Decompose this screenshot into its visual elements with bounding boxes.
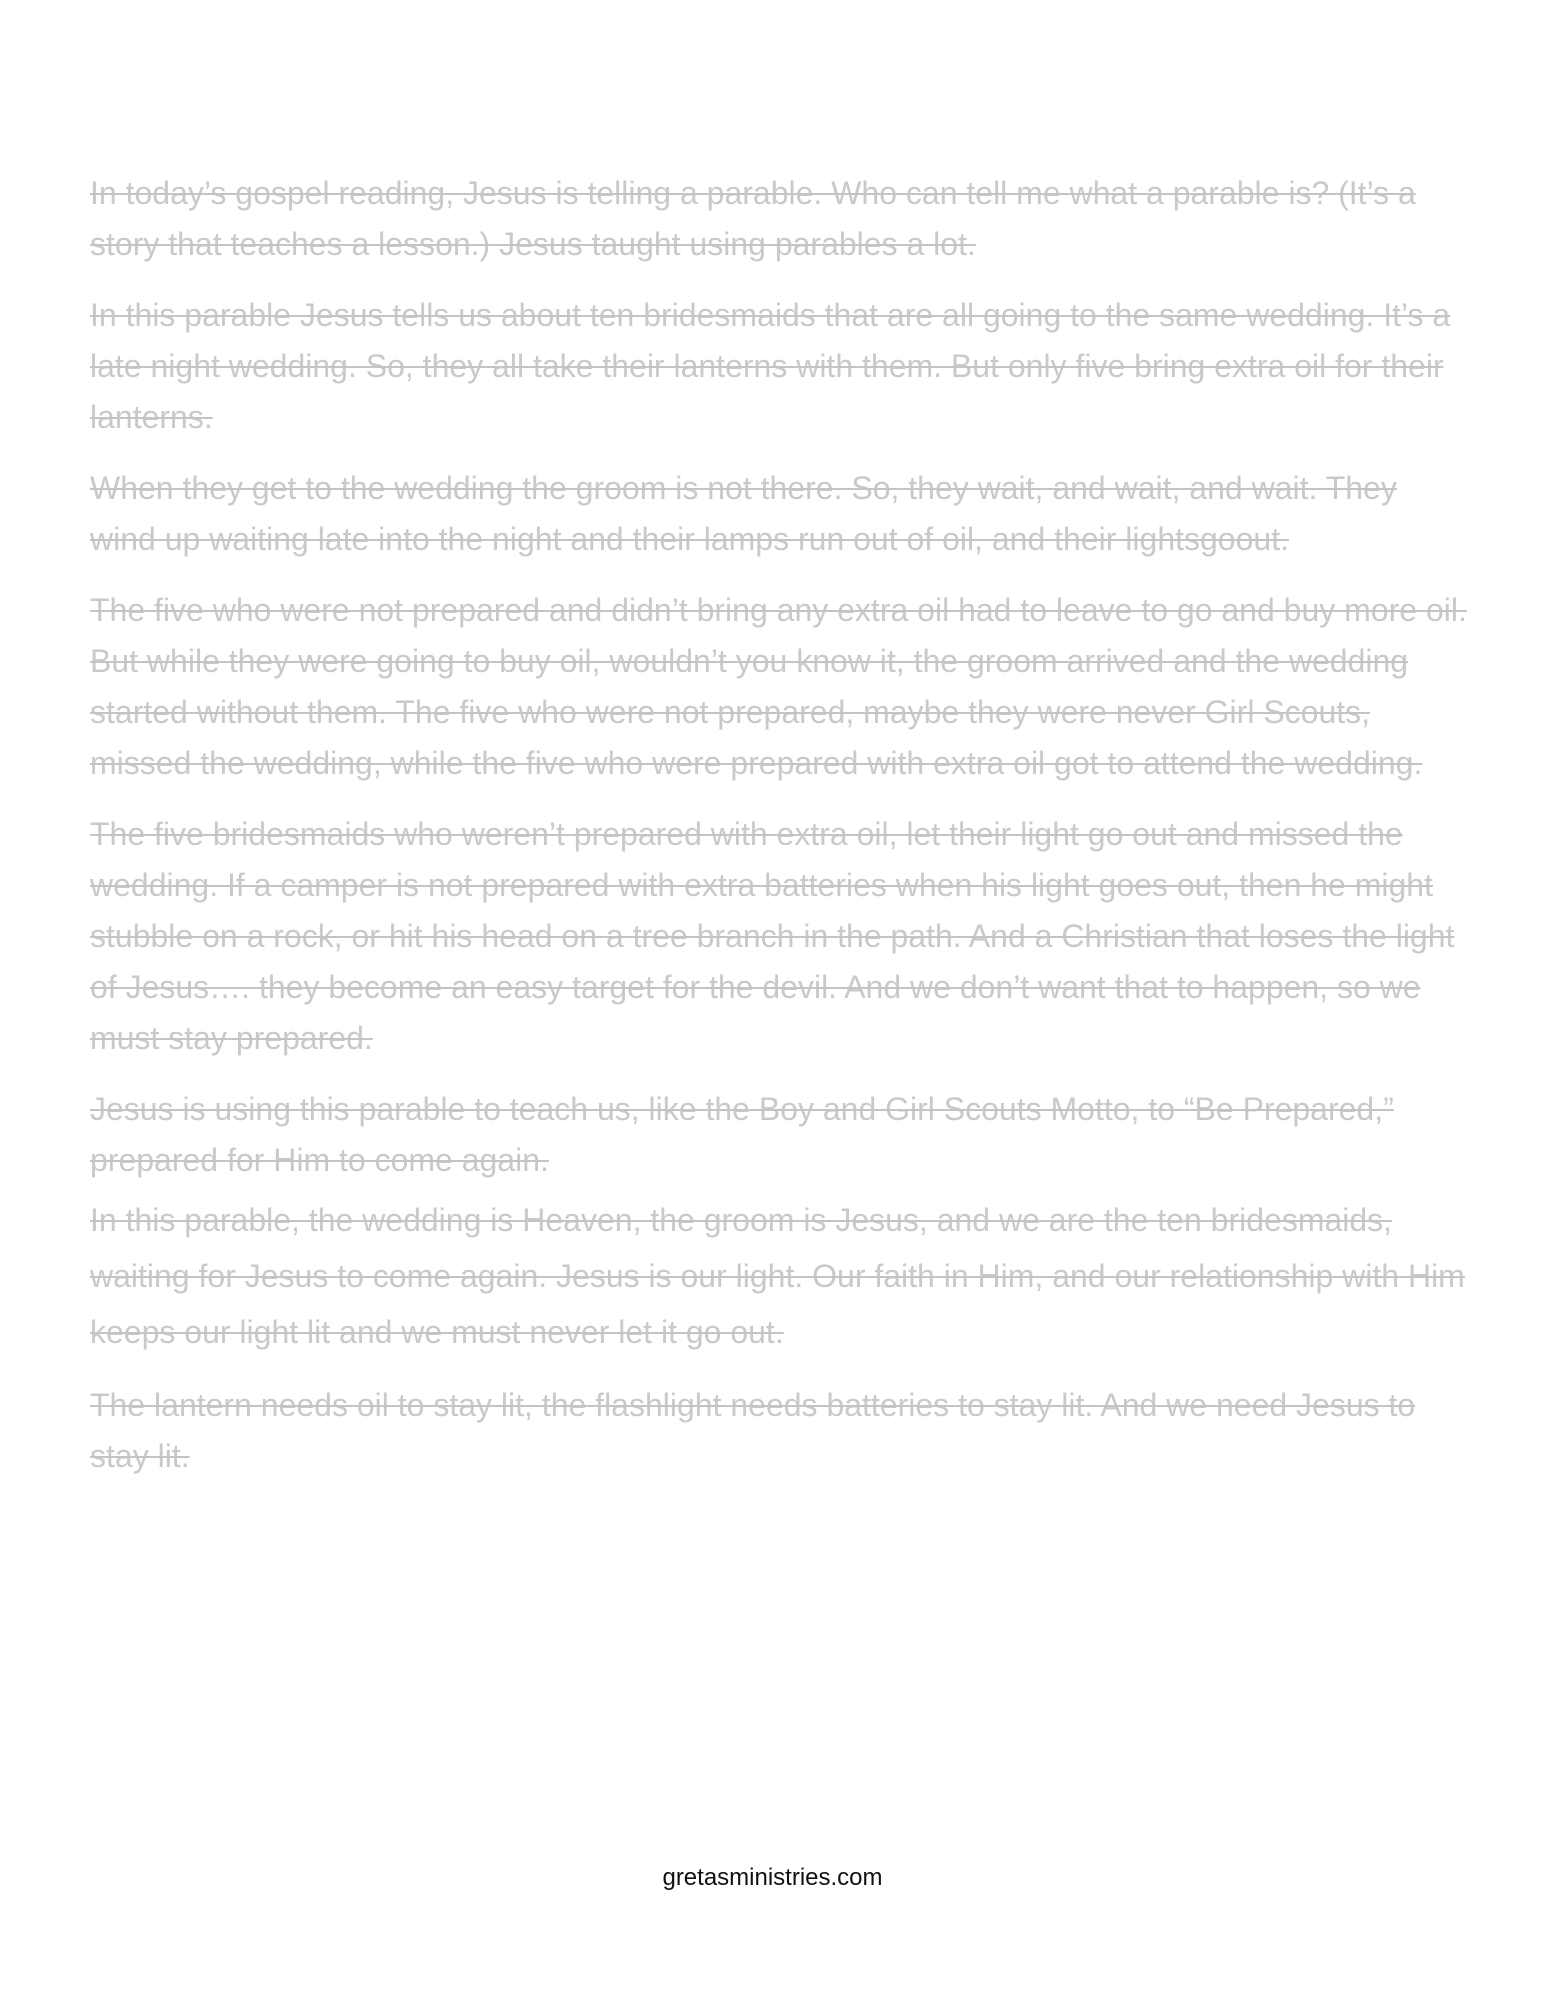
paragraph-stay-lit: The lantern needs oil to stay lit, the flashlight needs batteries to stay lit. And we need Jesus to stay lit. — [90, 1387, 1416, 1474]
paragraph-waiting: When they get to the wedding the groom is not there. So, they wait, and wait, and wait. They wind up waiting late into the night and their lamps run out of oil, and their lightsgoout. — [90, 470, 1397, 557]
sermon-body — [90, 168, 1470, 1482]
paragraph-ten-bridesmaids: In this parable Jesus tells us about ten bridesmaids that are all going to the same wedding. It’s a late night wedding. So, they all take their lanterns with them. But only five bring extra oil for their lanterns. — [90, 297, 1451, 435]
paragraph-light-goes-out: The five bridesmaids who weren’t prepared with extra oil, let their light go out and missed the wedding. If a camper is not prepared with extra batteries when his light goes out, then he might stubble on a rock, or hit his head on a tree branch in the path. And a Christian that loses the light of Jesus…. they become an easy target for the devil. And we don’t want that to happen, so we must stay prepared. — [90, 816, 1455, 1056]
paragraph-unprepared: The five who were not prepared and didn’t bring any extra oil had to leave to go and buy more oil. But while they were going to buy oil, wouldn’t you know it, the groom arrived and the wedding started without them. The five who were not prepared, maybe they were never Girl Scouts, missed the wedding, while the five who were prepared with extra oil got to attend the wedding. — [90, 592, 1467, 781]
paragraph-be-prepared: Jesus is using this parable to teach us, like the Boy and Girl Scouts Motto, to “Be Prepared,” prepared for Him to come again. — [90, 1091, 1394, 1178]
paragraph-meaning: In this parable, the wedding is Heaven, the groom is Jesus, and we are the ten bridesmaids, waiting for Jesus to come again. Jesus is our light. Our faith in Him, and our relationship with Him keeps our light lit and we must never let it go out. — [90, 1202, 1465, 1350]
footer-website: gretasministries.com — [662, 1864, 883, 1891]
paragraph-parable-intro: In today’s gospel reading, Jesus is telling a parable. Who can tell me what a parable is? (It’s a story that teaches a lesson.) Jesus taught using parables a lot. — [90, 175, 1416, 262]
